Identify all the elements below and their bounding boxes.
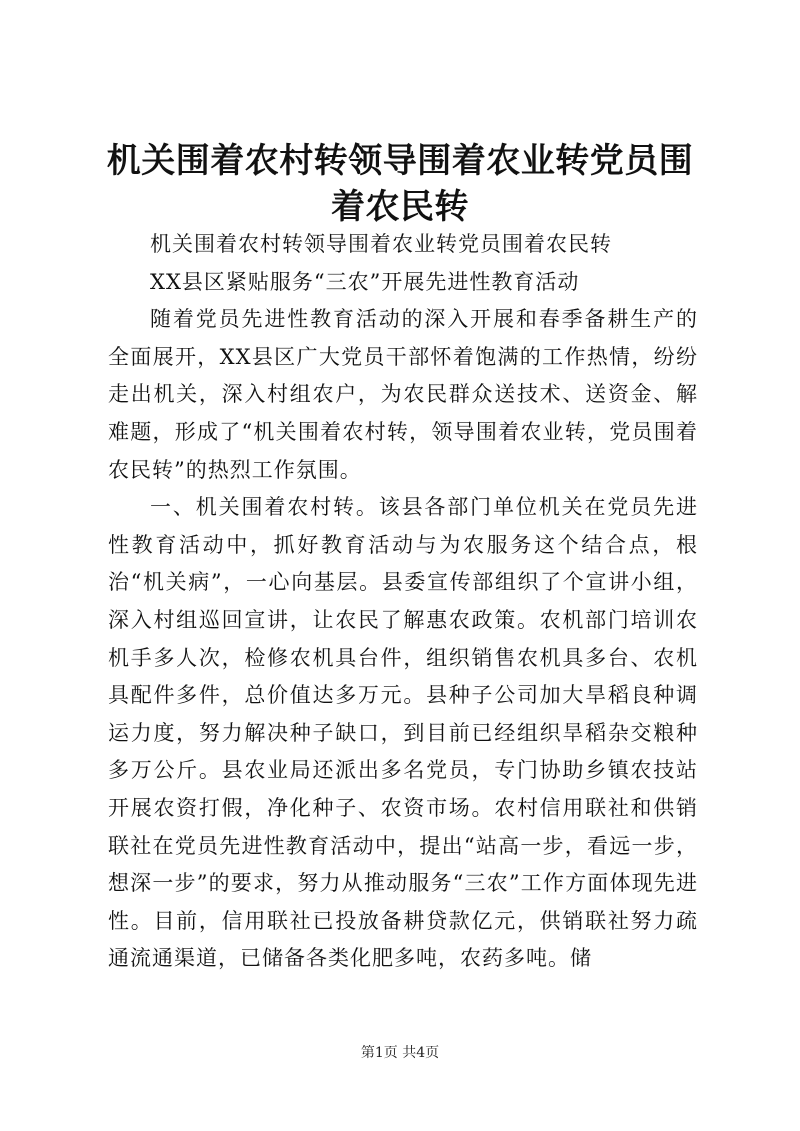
subtitle-line: 机关围着农村转领导围着农业转党员围着农民转 — [150, 232, 612, 256]
body-paragraph: 一、机关围着农村转。该县各部门单位机关在党员先进性教育活动中，抓好教育活动与为农服务这个结合点，根治“机关病”，一心向基层。县委宣传部组织了个宣讲小组，深入村组巡回宣讲，让农民了解惠农政策。农机部门培训农机手多人次，检修农机具台件，组织销售农机具多台、农机具配件多件，总价值达多万元。县种子公司加大旱稻良种调运力度，努力解决种子缺口，到目前已经组织旱稻杂交粮种多万公斤。县农业局还派出多名党员，专门协助乡镇农技站开展农资打假，净化种子、农资市场。农村信用联社和供销联社在党员先进性教育活动中，提出“站高一步，看远一步，想深一步”的要求，努力从推动服务“三农”工作方面体现先进性。目前，信用联社已投放备耕贷款亿元，供销联社努力疏通流通渠道，已储备各类化肥多吨，农药多吨。储 — [108, 495, 698, 971]
body-paragraph: 随着党员先进性教育活动的深入开展和春季备耕生产的全面展开，XX县区广大党员干部怀着饱满的工作热情，纷纷走出机关，深入村组农户，为农民群众送技术、送资金、解难题，形成了“机关围着农村转，领导围着农业转，党员围着农民转”的热烈工作氛围。 — [108, 307, 698, 482]
subtitle-line: XX县区紧贴服务“三农”开展先进性教育活动 — [150, 269, 580, 294]
document-body — [108, 226, 698, 978]
document-title: 机关围着农村转领导围着农业转党员围着农民转 — [106, 141, 694, 227]
page-footer: 第1页 共4页 — [360, 1045, 440, 1061]
